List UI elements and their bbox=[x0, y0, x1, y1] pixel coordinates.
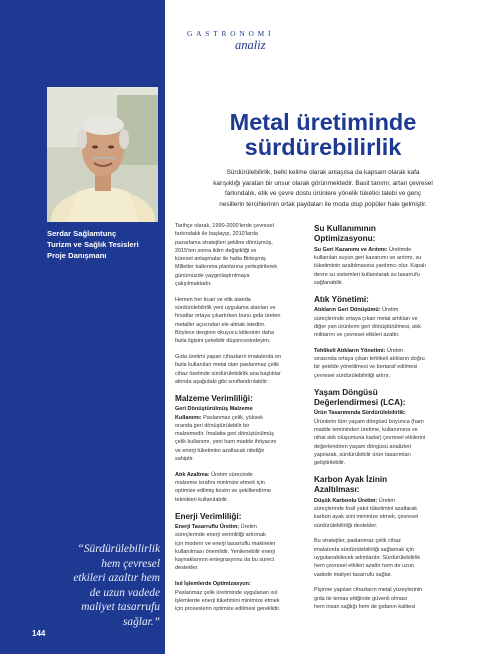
paragraph bbox=[175, 523, 309, 573]
subheading: Enerji Tasarruflu Üretim: bbox=[175, 523, 240, 530]
text-line: kullanılan suyun geri kazanımı ve arıtımı, su bbox=[314, 255, 422, 262]
text-line: karbon ayak izini minimize etmek, çevresel bbox=[314, 514, 419, 521]
author-role-line: Proje Danışmanı bbox=[47, 251, 107, 260]
paragraph bbox=[175, 353, 309, 386]
section-heading bbox=[175, 512, 309, 522]
paragraph bbox=[314, 537, 448, 578]
article-title bbox=[166, 110, 480, 159]
paragraph bbox=[314, 347, 448, 380]
text-line: gıda ile temas ettiğinde güvenli olması bbox=[314, 595, 408, 602]
section-heading bbox=[314, 295, 448, 305]
text-line: Ürünlerin tüm yaşam döngüsü boyunca (ham bbox=[314, 418, 424, 425]
paragraph bbox=[314, 497, 448, 530]
subheading: Atık Azaltma: bbox=[175, 471, 210, 478]
article-title-line: Metal üretiminde bbox=[229, 109, 417, 135]
text-line: Üretim bbox=[239, 523, 257, 530]
paragraph bbox=[175, 405, 309, 463]
text-line: malzemedir. İmalatta geri dönüştürülmüş bbox=[175, 431, 275, 438]
text-line: işlemlerde enerji tüketimini minimize etmek bbox=[175, 597, 280, 604]
text-line: destekler. bbox=[175, 565, 199, 572]
lead-line: karışıklığı yaratan bir unsur olarak görünmektedir. Basit tanımı; artan çevresel bbox=[213, 179, 433, 187]
text-line: 2015'ten sonra iklim değişikliği ve bbox=[175, 247, 257, 254]
section-heading-line: Atık Yönetimi: bbox=[314, 294, 369, 304]
page-number: 144 bbox=[32, 629, 46, 638]
text-line: çelik kullanımı, yeni ham madde ihtiyacını bbox=[175, 439, 277, 446]
text-line: farkındalık ile başlayıp, 2010'larda bbox=[175, 231, 258, 238]
subheading: Su Geri Kazanımı ve Arıtımı: bbox=[314, 246, 388, 253]
text-line: kaynaklarının entegrasyonu da bu süreci bbox=[175, 557, 275, 564]
article-column-right bbox=[314, 222, 448, 619]
text-line: değerlendiren yaşam döngüsü analizleri bbox=[314, 443, 412, 450]
section-heading-line: Optimizasyonu: bbox=[314, 234, 376, 244]
text-line: uygulanabilecek adımlardır. Sürdürülebilirlik bbox=[314, 555, 421, 562]
text-line: Gıda üretimi yapan cihazların imalatında en bbox=[175, 354, 282, 361]
text-line: bir şekilde yönetilmesi ve bertaraf edilmesi bbox=[314, 364, 418, 371]
text-line: diğer yan ürünlerin geri dönüştürülmesi, atık bbox=[314, 323, 422, 330]
text-line: süreçlerinde ortaya çıkan metal artıkları ve bbox=[314, 315, 418, 322]
text-line: geliştirilebilir. bbox=[314, 460, 346, 467]
text-line: teknikleri kullanılabilir. bbox=[175, 496, 229, 503]
author-name: Serdar Sağlamtunç bbox=[47, 229, 117, 238]
text-line: fırsatlar ortaya çıkartırken bunu gıda üreten bbox=[175, 313, 281, 320]
text-line: Üretim bbox=[380, 307, 399, 314]
text-line: süreçlerinde enerji verimliliği artırmak bbox=[175, 532, 266, 539]
text-line: vadede maliyet tasarrufu sağlar. bbox=[314, 571, 392, 578]
text-line: optimize edilmiş kesim ve şekillendirme bbox=[175, 488, 271, 495]
text-line: altında aşağıdaki gibi sınıflandırılabilir: bbox=[175, 379, 269, 386]
text-line: sırasında ortaya çıkan tehlikeli atıkların doğru bbox=[314, 356, 425, 363]
text-line: cihaz özelinde sürdürülebilirlik ana başlıklar bbox=[175, 370, 281, 377]
pull-quote-line: hem çevresel bbox=[101, 557, 160, 570]
text-line: Hemen her ticari ve etik alanda bbox=[175, 296, 251, 303]
pull-quote-line: “Sürdürülebilirlik bbox=[77, 543, 160, 555]
pull-quote-line: etkileri azaltır hem bbox=[73, 572, 160, 585]
text-line: tüketiminin azaltılmasına yardımcı olur. Kapalı bbox=[314, 263, 426, 270]
section-heading-line: Malzeme Verimliliği: bbox=[175, 393, 253, 403]
text-line: küresel anlaşmalar ile hatta Birleşmiş bbox=[175, 256, 266, 263]
lead-line: Sürdürülebilirlik, belki kelime olarak anlaşılsa da kapsam olarak kafa bbox=[226, 169, 420, 176]
pull-quote-line: de uzun vadede bbox=[89, 586, 160, 599]
article-column-left bbox=[175, 222, 309, 621]
section-heading-line: Su Kullanımının bbox=[314, 224, 376, 233]
paragraph bbox=[175, 222, 309, 288]
text-line: kullanılması önemlidir. Yenilenebilir enerji bbox=[175, 548, 275, 555]
text-line: malzeme israfını minimize etmek için bbox=[175, 480, 265, 487]
text-line: Üretimde bbox=[387, 246, 412, 253]
text-line: çevresel sürdürülebilirliği artırır. bbox=[314, 372, 391, 379]
section-heading-line: Azaltılması: bbox=[314, 485, 360, 495]
text-line: sürdürülebilirliği destekler. bbox=[314, 522, 378, 529]
text-line: devre su sistemleri kullanılarak su tasarrufu bbox=[314, 271, 420, 278]
lead-line: farkındalık, etik ve çevre dostu ürünlere yönelik tüketici talebi ve genç bbox=[224, 190, 422, 197]
text-line: Üretim sürecinde bbox=[209, 471, 253, 478]
lead-line: nesillerin tercihlerinin ortak paydaları ile moda olup popüler hale gelmiştir. bbox=[219, 200, 427, 208]
text-line: pazarlama stratejileri şekline dönüşmüş, bbox=[175, 239, 273, 246]
section-heading-line: Enerji Verimliliği: bbox=[175, 511, 242, 521]
section-heading bbox=[175, 394, 309, 404]
paragraph bbox=[314, 306, 448, 339]
pull-quote-line: sağlar.” bbox=[122, 615, 160, 628]
text-line: miktarını ve çevresel etkileri azaltır. bbox=[314, 332, 400, 339]
section-heading-line: Değerlendirmesi (LCA): bbox=[314, 397, 406, 407]
text-line: çalışılmaktadır. bbox=[175, 281, 212, 288]
text-line: Paslanmaz çelik üretiminde uygulanan ısıl bbox=[175, 589, 278, 596]
magazine-section-label: GASTRONOMİ bbox=[187, 29, 275, 38]
author-block bbox=[47, 228, 163, 261]
author-role-line: Turizm ve Sağlık Tesisleri bbox=[47, 240, 139, 249]
pull-quote bbox=[54, 542, 160, 630]
text-line: sürdürülebilirlik yeni uygulama alanları ve bbox=[175, 305, 276, 312]
subheading: Düşük Karbonlu Üretim: bbox=[314, 497, 378, 504]
paragraph bbox=[314, 586, 448, 611]
text-line: Milletler kalkınma planlarına yerleştirilerek bbox=[175, 264, 278, 271]
text-line: Paslanmaz çelik, yüksek bbox=[201, 414, 264, 421]
text-line: Pişirme yapılan cihazların metal yüzeylerinin bbox=[314, 587, 423, 594]
section-heading bbox=[314, 224, 448, 245]
text-line: Üretim bbox=[377, 497, 395, 504]
text-line: oranda geri dönüştürülebilir bir bbox=[175, 422, 250, 429]
text-line: Bu stratejiler, paslanmaz çelik cihaz bbox=[314, 538, 401, 545]
section-heading bbox=[314, 388, 448, 409]
paragraph bbox=[314, 246, 448, 287]
article-lead bbox=[166, 168, 480, 210]
text-line: süreçlerinde fosil yakıt tüketimini azaltarak bbox=[314, 506, 418, 513]
subheading: Ürün Tasarımında Sürdürülebilirlik: bbox=[314, 410, 406, 417]
text-line: için proseslerin optimize edilmesi gereklidir. bbox=[175, 606, 281, 613]
subheading: Atıkların Geri Dönüşümü: bbox=[314, 307, 381, 314]
text-line: madde temininden üretime, kullanımına ve bbox=[314, 426, 418, 433]
text-line: Tarihçe olarak, 1990-2000'lerde çevresel bbox=[175, 223, 274, 229]
paragraph bbox=[175, 296, 309, 346]
text-line: Böylece derginin okuyucu kitlesinin daha bbox=[175, 330, 275, 337]
paragraph bbox=[175, 580, 309, 613]
text-line: fazla kullanılan metal olan paslanmaz çelik bbox=[175, 362, 279, 369]
paragraph bbox=[314, 409, 448, 467]
text-line: nihai atık oluşumuna kadar) çevresel etkilerini bbox=[314, 435, 426, 442]
text-line: için modern ve enerji tasarruflu makineler bbox=[175, 540, 276, 547]
section-heading-line: Karbon Ayak İzinin bbox=[314, 474, 388, 484]
subheading: Geri Dönüştürülmüş Malzeme bbox=[175, 406, 253, 413]
text-line: imalatında sürdürülebilirliği sağlamak için bbox=[314, 546, 414, 553]
magazine-section-sublabel: analiz bbox=[235, 38, 266, 52]
text-line: sağlanabilir. bbox=[314, 280, 344, 286]
text-line: hem çevresel etkileri azaltır hem de uzun bbox=[314, 563, 414, 570]
text-line: sahiptir. bbox=[175, 456, 194, 463]
section-heading-line: Yaşam Döngüsü bbox=[314, 387, 378, 397]
text-line: fazla ilgisini çekebilir düşüncesindeyim. bbox=[175, 338, 271, 345]
subheading: Isıl İşlemlerde Optimizasyon: bbox=[175, 581, 251, 588]
paragraph bbox=[175, 471, 309, 504]
subheading: Tehlikeli Atıkların Yönetimi: bbox=[314, 347, 386, 354]
author-photo bbox=[47, 87, 158, 222]
subheading: Kullanımı: bbox=[175, 414, 202, 421]
text-line: günümüzde yaygınlaştırılmaya bbox=[175, 272, 250, 279]
text-line: hem insan sağlığı hem de gıdanın kalitesi bbox=[314, 604, 416, 611]
text-line: metaller açısından ele almak istedim. bbox=[175, 321, 266, 328]
pull-quote-line: maliyet tasarrufu bbox=[81, 601, 160, 614]
text-line: Üretim bbox=[385, 347, 404, 354]
section-heading bbox=[314, 475, 448, 496]
article-title-line: sürdürebilirlik bbox=[244, 133, 402, 160]
text-line: ve enerji tüketimini azaltacak niteliğe bbox=[175, 447, 265, 454]
text-line: yapılarak, sürdürülebilir ürün tasarımları bbox=[314, 451, 411, 458]
